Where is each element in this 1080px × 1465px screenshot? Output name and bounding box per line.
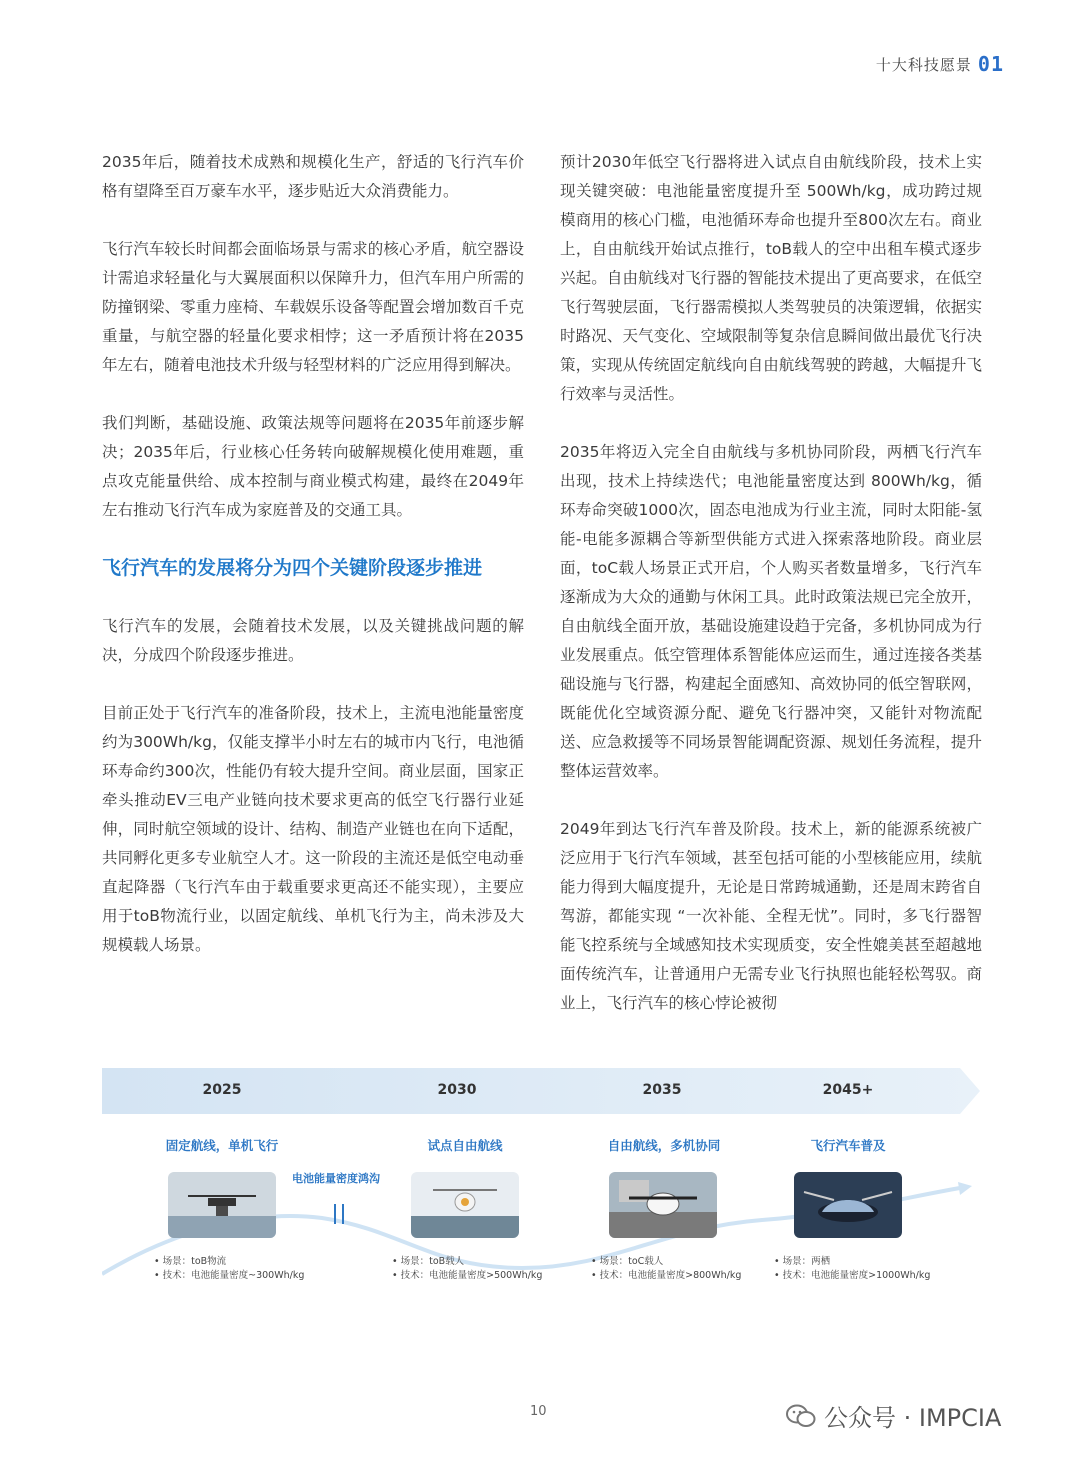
stage-details — [774, 1255, 930, 1283]
autonomous-aerial-vehicle-photo — [609, 1172, 717, 1238]
stage-tech: • 技术：电池能量密度~300Wh/kg — [154, 1270, 305, 1281]
stage-label: 固定航线，单机飞行 — [165, 1138, 279, 1153]
development-timeline — [102, 1068, 980, 1298]
timeline-year: 2045+ — [822, 1082, 874, 1098]
wechat-icon — [786, 1403, 816, 1429]
paragraph: 飞行汽车较长时间都会面临场景与需求的核心矛盾，航空器设计需追求轻量化与大翼展面积以保障升力，但汽车用户所需的防撞钢梁、零重力座椅、车载娱乐设备等配置会增加数百千克重量，与航空器的轻量化要求相悖；这一矛盾预计将在2035年左右，随着电池技术升级与轻型材料的广泛应用得到解决。 — [102, 240, 524, 374]
stage-details — [154, 1255, 304, 1283]
paragraph: 2049年到达飞行汽车普及阶段。技术上，新的能源系统被广泛应用于飞行汽车领域，甚至包括可能的小型核能应用，续航能力得到大幅度提升，无论是日常跨城通勤，还是周末跨省自驾游，都能实现 “一次补能、全程无忧”。同时，多飞行器智能飞控系统与全域感知技术实现质变，安全性媲美甚至超越地面传统汽车，让普通用户无需专业飞行执照也能轻松驾驭。商业上，飞行汽车的核心悖论被彻 — [560, 820, 982, 1012]
left-column — [102, 148, 524, 989]
stage-label: 试点自由航线 — [427, 1138, 503, 1153]
paragraph: 目前正处于飞行汽车的准备阶段，技术上，主流电池能量密度约为300Wh/kg，仅能支撑半小时左右的城市内飞行，电池循环寿命约300次，性能仍有较大提升空间。商业层面，国家正牵头推动EV三电产业链向技术要求更高的低空飞行器行业延伸，同时航空领域的设计、结构、制造产业链也在向下适配，共同孵化更多专业航空人才。这一阶段的主流还是低空电动垂直起降器（飞行汽车由于载重要求更高还不能实现），主要应用于toB物流行业，以固定航线、单机飞行为主，尚未涉及大规模载人场景。 — [102, 704, 524, 954]
timeline-year: 2035 — [642, 1082, 682, 1098]
stage-tech: • 技术：电池能量密度>500Wh/kg — [392, 1270, 543, 1281]
stage-details — [392, 1255, 542, 1283]
drone-cargo-photo — [168, 1172, 276, 1238]
page-header — [876, 52, 1004, 76]
stage-tech: • 技术：电池能量密度>1000Wh/kg — [774, 1270, 931, 1281]
stage-scene: • 场景：toC载人 — [591, 1256, 664, 1267]
stage-tech: • 技术：电池能量密度>800Wh/kg — [591, 1270, 742, 1281]
battery-gap-label: 电池能量密度鸿沟 — [292, 1172, 380, 1185]
header-title: 十大科技愿景 — [875, 55, 972, 74]
stage-details — [591, 1255, 741, 1283]
header-chapter-number: 01 — [977, 52, 1004, 76]
timeline-year: 2025 — [202, 1082, 242, 1098]
paragraph: 飞行汽车的发展，会随着技术发展，以及关键挑战问题的解决，分成四个阶段逐步推进。 — [102, 617, 524, 664]
stage-label: 飞行汽车普及 — [810, 1138, 886, 1153]
wechat-watermark — [786, 1398, 1001, 1433]
stage-scene: • 场景：两栖 — [774, 1256, 831, 1267]
paragraph: 预计2030年低空飞行器将进入试点自由航线阶段，技术上实现关键突破：电池能量密度提升至 500Wh/kg，成功跨过规模商用的核心门槛，电池循环寿命也提升至800次左右。商业上，自由航线开始试点推行，toB载人的空中出租车模式逐步兴起。自由航线对飞行器的智能技术提出了更高要求，在低空飞行驾驶层面，飞行器需模拟人类驾驶员的决策逻辑，依据实时路况、天气变化、空域限制等复杂信息瞬间做出最优飞行决策，实现从传统固定航线向自由航线驾驶的跨越，大幅提升飞行效率与灵活性。 — [560, 153, 982, 403]
evtol-passenger-photo — [411, 1172, 519, 1238]
paragraph: 我们判断，基础设施、政策法规等问题将在2035年前逐步解决；2035年后，行业核心任务转向破解规模化使用难题，重点攻克能量供给、成本控制与商业模式构建，最终在2049年左右推动飞行汽车成为家庭普及的交通工具。 — [102, 414, 524, 519]
stage-scene: • 场景：toB物流 — [154, 1256, 227, 1267]
page-number: 10 — [530, 1404, 547, 1419]
watermark-text: 公众号 · IMPCIA — [824, 1404, 1002, 1432]
timeline-year: 2030 — [437, 1082, 477, 1098]
paragraph: 2035年将迈入完全自由航线与多机协同阶段，两栖飞行汽车出现，技术上持续迭代；电池能量密度达到 800Wh/kg，循环寿命突破1000次，固态电池成为行业主流，同时太阳能-氢能-电能多源耦合等新型供能方式进入探索落地阶段。商业层面，toC载人场景正式开启，个人购买者数量增多，飞行汽车逐渐成为大众的通勤与休闲工具。此时政策法规已完全放开，自由航线全面开放，基础设施建设趋于完备，多机协同成为行业发展重点。低空管理体系智能体应运而生，通过连接各类基础设施与飞行器，构建起全面感知、高效协同的低空智联网，既能优化空域资源分配、避免飞行器冲突，又能针对物流配送、应急救援等不同场景智能调配资源、规划任务流程，提升整体运营效率。 — [560, 443, 982, 780]
section-heading: 飞行汽车的发展将分为四个关键阶段逐步推进 — [102, 557, 483, 579]
flying-car-photo — [794, 1172, 902, 1238]
stage-scene: • 场景：toB载人 — [392, 1256, 465, 1267]
right-column — [560, 148, 982, 1047]
paragraph: 2035年后，随着技术成熟和规模化生产，舒适的飞行汽车价格有望降至百万豪车水平，逐步贴近大众消费能力。 — [102, 153, 524, 200]
stage-label: 自由航线，多机协同 — [607, 1138, 721, 1153]
